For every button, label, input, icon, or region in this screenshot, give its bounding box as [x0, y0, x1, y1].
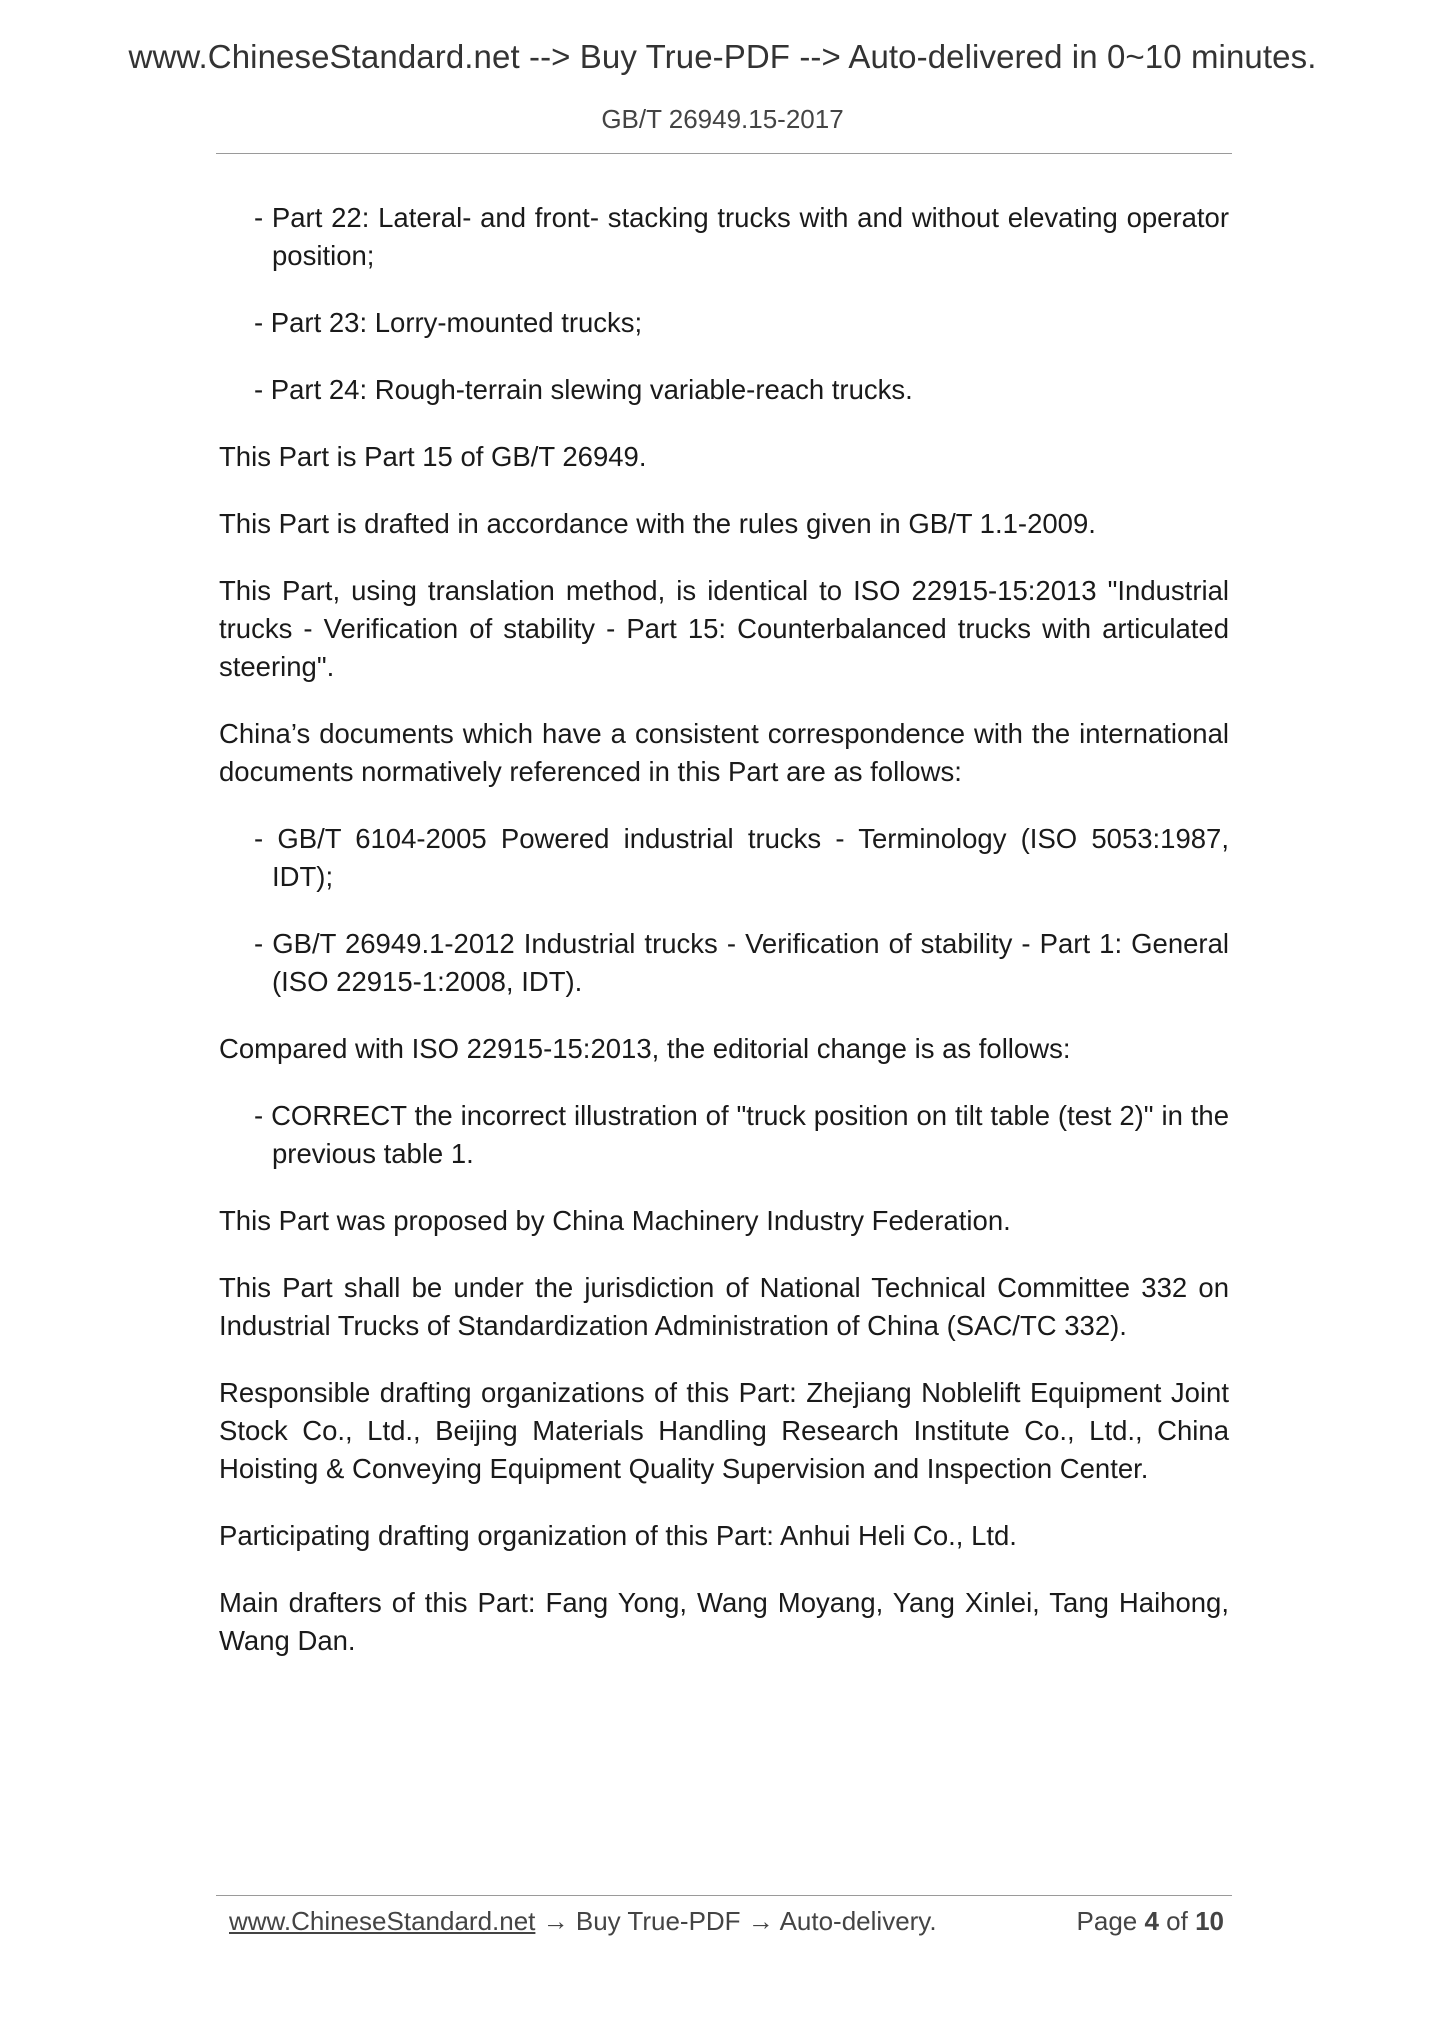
list-item-reference-1: - GB/T 6104-2005 Powered industrial trucks - Terminology (ISO 5053:1987, IDT); [254, 823, 1229, 892]
paragraph-drafted-rules: This Part is drafted in accordance with the rules given in GB/T 1.1-2009. [219, 508, 1096, 539]
paragraph-identical-iso: This Part, using translation method, is identical to ISO 22915-15:2013 "Industrial trucks - Verification of stability - Part 15: Counterbalanced trucks with articulated steering". [219, 575, 1229, 682]
list-item-part-23: - Part 23: Lorry-mounted trucks; [254, 307, 643, 338]
paragraph-jurisdiction: This Part shall be under the jurisdiction of National Technical Committee 332 on Industrial Trucks of Standardization Administration of China (SAC/TC 332). [219, 1272, 1229, 1341]
page-of-label: of [1158, 1906, 1196, 1936]
page-content [219, 199, 1229, 1689]
list-item-correction: - CORRECT the incorrect illustration of "truck position on tilt table (test 2)" in the previous table 1. [254, 1100, 1229, 1169]
page-footer [229, 1906, 1224, 1937]
paragraph-proposed-by: This Part was proposed by China Machinery Industry Federation. [219, 1205, 1011, 1236]
footer-left [229, 1906, 937, 1937]
list-item-part-22: - Part 22: Lateral- and front- stacking trucks with and without elevating operator position; [254, 202, 1229, 271]
page-label: Page [1076, 1906, 1145, 1936]
paragraph-participating-organization: Participating drafting organization of this Part: Anhui Heli Co., Ltd. [219, 1520, 1017, 1551]
page-current: 4 [1144, 1906, 1159, 1936]
paragraph-part-15: This Part is Part 15 of GB/T 26949. [219, 441, 647, 472]
list-item-reference-2: - GB/T 26949.1-2012 Industrial trucks - Verification of stability - Part 1: General (ISO 22915-1:2008, IDT). [254, 928, 1229, 997]
top-banner: www.ChineseStandard.net --> Buy True-PDF --> Auto-delivered in 0~10 minutes. [128, 38, 1317, 75]
list-item-part-24: - Part 24: Rough-terrain slewing variable-reach trucks. [254, 374, 913, 405]
footer-tagline: → Buy True-PDF → Auto-delivery. [535, 1906, 937, 1936]
page-total: 10 [1195, 1906, 1224, 1936]
page-number [1077, 1906, 1224, 1937]
header-divider [216, 153, 1232, 154]
paragraph-responsible-organizations: Responsible drafting organizations of this Part: Zhejiang Noblelift Equipment Joint Stock Co., Ltd., Beijing Materials Handling Research Institute Co., Ltd., China Hoisting & Conveying Equipment Quality Supervision and Inspection Center. [219, 1377, 1229, 1484]
footer-divider [216, 1895, 1232, 1896]
footer-website-link[interactable]: www.ChineseStandard.net [229, 1906, 536, 1936]
paragraph-china-documents: China’s documents which have a consistent correspondence with the international documents normatively referenced in this Part are as follows: [219, 718, 1229, 787]
paragraph-main-drafters: Main drafters of this Part: Fang Yong, Wang Moyang, Yang Xinlei, Tang Haihong, Wang Dan. [219, 1587, 1229, 1656]
document-code: GB/T 26949.15-2017 [601, 104, 844, 134]
paragraph-editorial-change: Compared with ISO 22915-15:2013, the editorial change is as follows: [219, 1033, 1071, 1064]
